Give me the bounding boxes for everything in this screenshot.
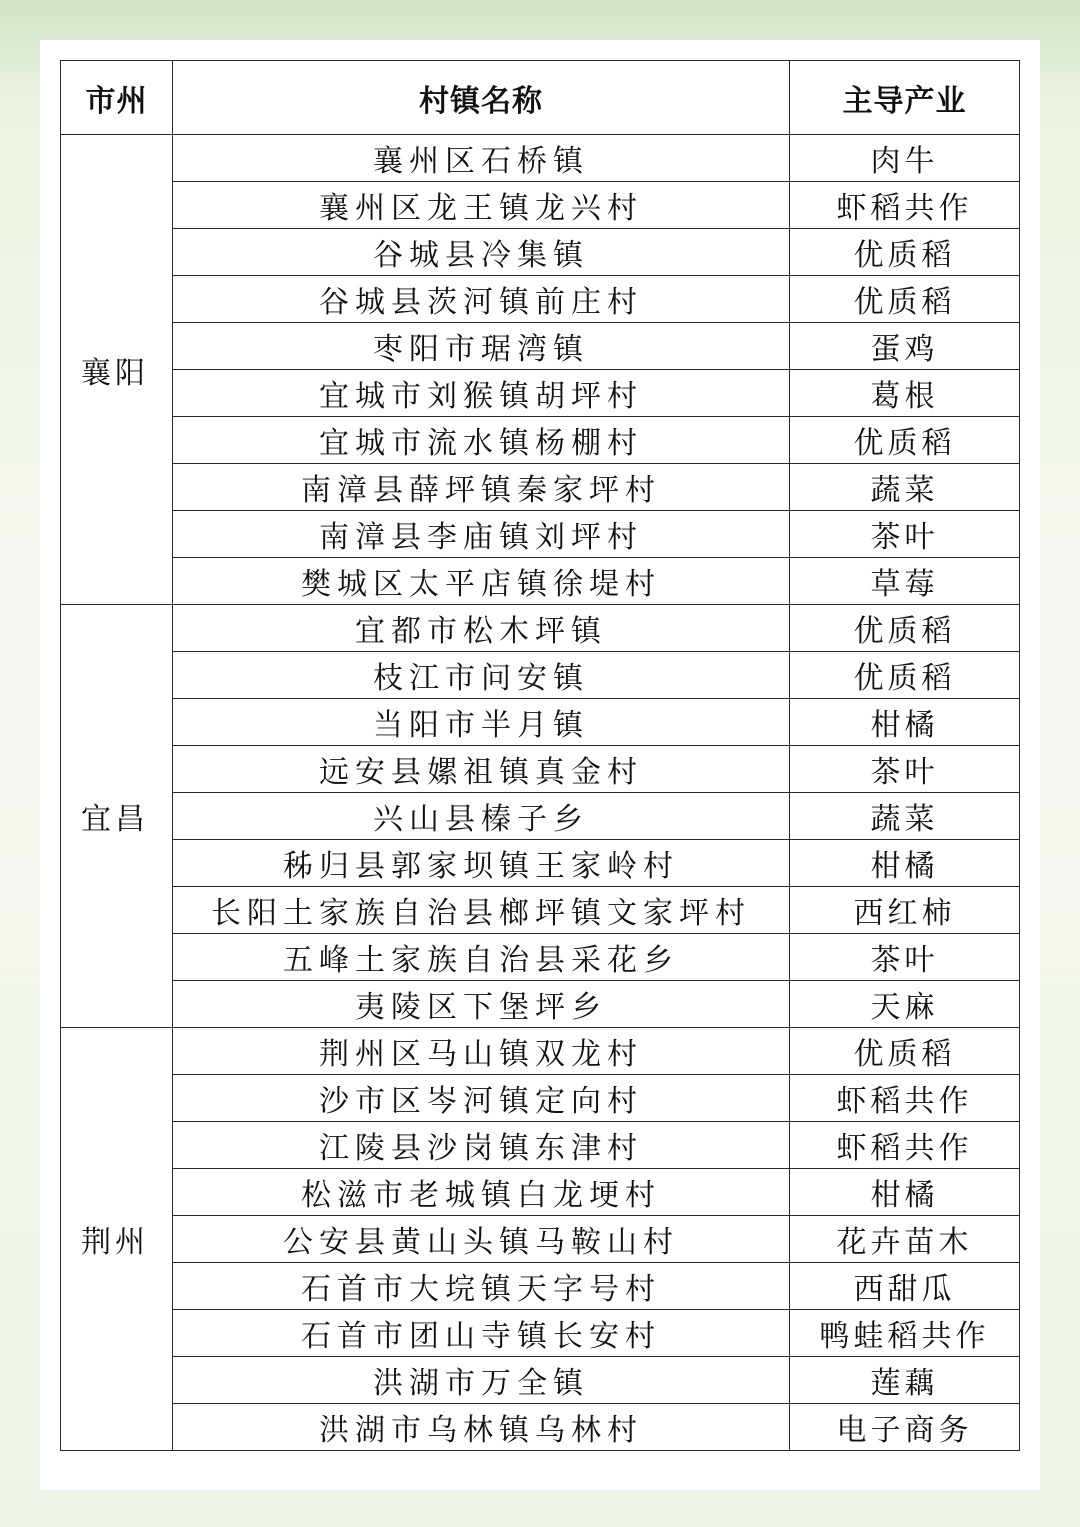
industry-cell: 虾稻共作: [790, 1122, 1020, 1169]
table-row: [61, 1404, 1020, 1451]
town-name-cell: 宜城市流水镇杨棚村: [173, 417, 790, 464]
industry-cell: 优质稻: [790, 1028, 1020, 1075]
town-name-cell: 夷陵区下堡坪乡: [173, 981, 790, 1028]
town-name-cell: 枣阳市琚湾镇: [173, 323, 790, 370]
industry-cell: 天麻: [790, 981, 1020, 1028]
table-row: [61, 699, 1020, 746]
table-row: [61, 746, 1020, 793]
table-row: [61, 1216, 1020, 1263]
town-name-cell: 荆州区马山镇双龙村: [173, 1028, 790, 1075]
table-row: [61, 840, 1020, 887]
table-row: [61, 793, 1020, 840]
table-row: [61, 887, 1020, 934]
industry-cell: 电子商务: [790, 1404, 1020, 1451]
town-name-cell: 当阳市半月镇: [173, 699, 790, 746]
table-row: [61, 1357, 1020, 1404]
town-name-cell: 谷城县冷集镇: [173, 229, 790, 276]
industry-cell: 蛋鸡: [790, 323, 1020, 370]
table-row: [61, 417, 1020, 464]
table-row: [61, 1310, 1020, 1357]
industry-cell: 柑橘: [790, 699, 1020, 746]
town-name-cell: 江陵县沙岗镇东津村: [173, 1122, 790, 1169]
table-row: [61, 934, 1020, 981]
table-row: [61, 1075, 1020, 1122]
industry-cell: 蔬菜: [790, 793, 1020, 840]
table-row: [61, 511, 1020, 558]
town-name-cell: 秭归县郭家坝镇王家岭村: [173, 840, 790, 887]
table-row: [61, 135, 1020, 182]
industry-cell: 鸭蛙稻共作: [790, 1310, 1020, 1357]
table-row: [61, 464, 1020, 511]
town-name-cell: 沙市区岑河镇定向村: [173, 1075, 790, 1122]
industry-cell: 虾稻共作: [790, 1075, 1020, 1122]
industry-cell: 茶叶: [790, 746, 1020, 793]
town-name-cell: 石首市团山寺镇长安村: [173, 1310, 790, 1357]
table-row: [61, 1028, 1020, 1075]
city-cell: 宜昌: [61, 605, 173, 1028]
industry-cell: 柑橘: [790, 840, 1020, 887]
town-name-cell: 兴山县榛子乡: [173, 793, 790, 840]
town-name-cell: 洪湖市万全镇: [173, 1357, 790, 1404]
industry-cell: 西红柿: [790, 887, 1020, 934]
industry-cell: 优质稻: [790, 605, 1020, 652]
town-name-cell: 襄州区龙王镇龙兴村: [173, 182, 790, 229]
town-name-cell: 谷城县茨河镇前庄村: [173, 276, 790, 323]
industry-cell: 茶叶: [790, 511, 1020, 558]
town-name-cell: 松滋市老城镇白龙埂村: [173, 1169, 790, 1216]
town-name-cell: 公安县黄山头镇马鞍山村: [173, 1216, 790, 1263]
header-industry: 主导产业: [790, 61, 1020, 135]
industry-cell: 优质稻: [790, 417, 1020, 464]
table-header-row: [61, 61, 1020, 135]
table-row: [61, 981, 1020, 1028]
table-row: [61, 1122, 1020, 1169]
town-name-cell: 长阳土家族自治县榔坪镇文家坪村: [173, 887, 790, 934]
table-row: [61, 323, 1020, 370]
town-name-cell: 五峰土家族自治县采花乡: [173, 934, 790, 981]
town-name-cell: 宜城市刘猴镇胡坪村: [173, 370, 790, 417]
table-row: [61, 1169, 1020, 1216]
town-name-cell: 襄州区石桥镇: [173, 135, 790, 182]
industry-cell: 优质稻: [790, 229, 1020, 276]
town-name-cell: 枝江市问安镇: [173, 652, 790, 699]
town-name-cell: 石首市大垸镇天字号村: [173, 1263, 790, 1310]
industry-cell: 草莓: [790, 558, 1020, 605]
table-row: [61, 558, 1020, 605]
town-name-cell: 远安县嫘祖镇真金村: [173, 746, 790, 793]
industry-cell: 葛根: [790, 370, 1020, 417]
header-city: 市州: [61, 61, 173, 135]
industry-cell: 优质稻: [790, 652, 1020, 699]
table-body: [61, 135, 1020, 1451]
industry-cell: 西甜瓜: [790, 1263, 1020, 1310]
industry-cell: 虾稻共作: [790, 182, 1020, 229]
town-name-cell: 宜都市松木坪镇: [173, 605, 790, 652]
town-name-cell: 南漳县薛坪镇秦家坪村: [173, 464, 790, 511]
table-row: [61, 370, 1020, 417]
industry-cell: 茶叶: [790, 934, 1020, 981]
table-row: [61, 276, 1020, 323]
town-name-cell: 樊城区太平店镇徐堤村: [173, 558, 790, 605]
table-row: [61, 229, 1020, 276]
header-town: 村镇名称: [173, 61, 790, 135]
city-cell: 荆州: [61, 1028, 173, 1451]
town-name-cell: 洪湖市乌林镇乌林村: [173, 1404, 790, 1451]
city-cell: 襄阳: [61, 135, 173, 605]
table-row: [61, 182, 1020, 229]
village-industry-table: [60, 60, 1020, 1451]
industry-cell: 蔬菜: [790, 464, 1020, 511]
industry-cell: 花卉苗木: [790, 1216, 1020, 1263]
industry-cell: 柑橘: [790, 1169, 1020, 1216]
industry-cell: 肉牛: [790, 135, 1020, 182]
table-row: [61, 652, 1020, 699]
table-row: [61, 605, 1020, 652]
industry-cell: 优质稻: [790, 276, 1020, 323]
table-row: [61, 1263, 1020, 1310]
industry-cell: 莲藕: [790, 1357, 1020, 1404]
town-name-cell: 南漳县李庙镇刘坪村: [173, 511, 790, 558]
